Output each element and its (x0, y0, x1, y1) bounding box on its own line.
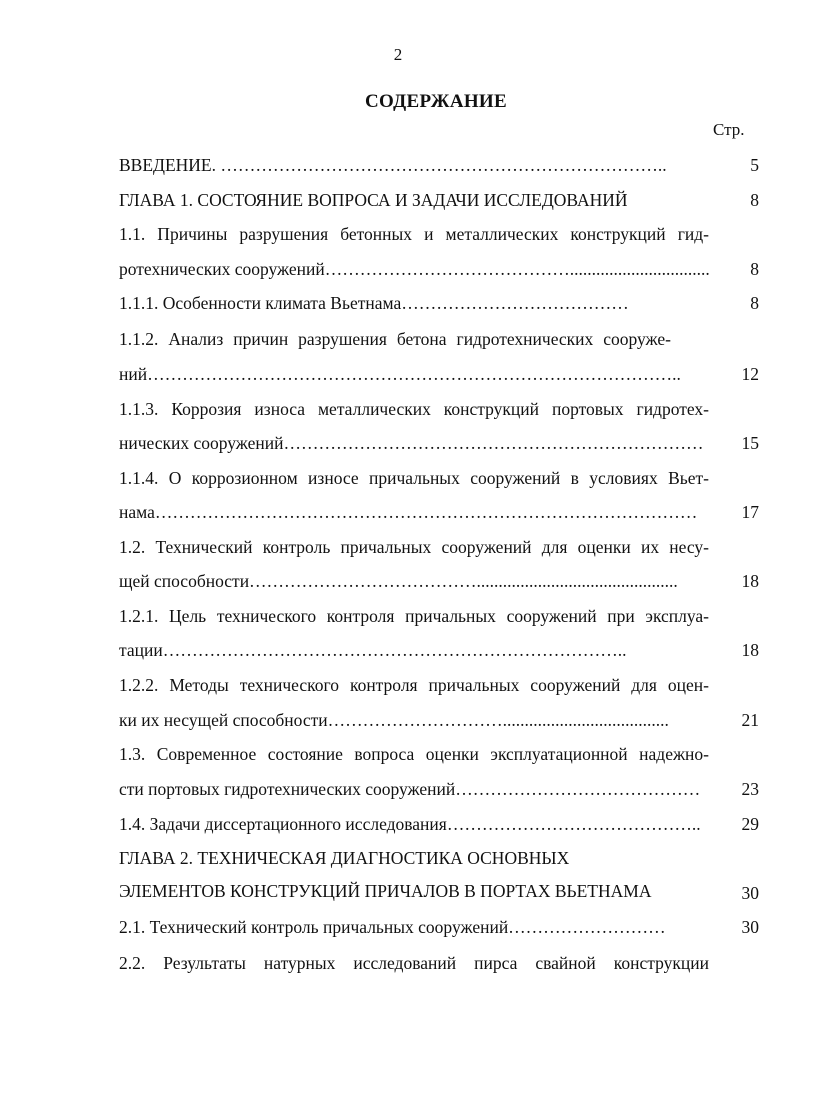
toc-page-number: 29 (741, 814, 759, 834)
toc-entry-1-1-line-1: 1.1. Причины разрушения бетонных и металлических конструкций гид- (119, 224, 709, 244)
toc-entry-1-1-3-line-1: 1.1.3. Коррозия износа металлических конструкций портовых гидротех- (119, 399, 709, 419)
toc-page-number: 21 (741, 710, 759, 730)
toc-page-number: 15 (741, 433, 759, 453)
toc-page-number: 8 (750, 259, 759, 279)
toc-page-number: 23 (741, 779, 759, 799)
toc-entry-1-2-1-line-2: тации…………………………………………………………………….. (119, 640, 627, 660)
toc-entry-1-2-2-line-2: ки их несущей способности…………………………...................................... (119, 710, 669, 730)
toc-entry-1-4: 1.4. Задачи диссертационного исследования…………………………………….. (119, 814, 701, 834)
toc-page-number: 17 (741, 502, 759, 522)
page-number: 2 (393, 45, 403, 64)
toc-entry-1-2-1-line-1: 1.2.1. Цель технического контроля причальных сооружений при эксплуа- (119, 606, 709, 626)
toc-page-number: 30 (741, 917, 759, 937)
toc-entry-1-3-line-1: 1.3. Современное состояние вопроса оценки эксплуатационной надежно- (119, 744, 709, 764)
toc-entry-chapter-2-line-2: ЭЛЕМЕНТОВ КОНСТРУКЦИЙ ПРИЧАЛОВ В ПОРТАХ ВЬЕТНАМА (119, 881, 652, 901)
toc-entry-1-2-line-2: щей способности………………………………….............................................. (119, 571, 678, 591)
toc-entry-1-1-line-2: ротехнических сооружений……………………………………................................ (119, 259, 710, 279)
toc-page-number: 18 (741, 571, 759, 591)
toc-entry-1-1-3-line-2: нических сооружений……………………………………………………………… (119, 433, 704, 453)
toc-entry-1-2-2-line-1: 1.2.2. Методы технического контроля причальных сооружений для оцен- (119, 675, 709, 695)
toc-entry-1-1-2-line-2: ний……………………………………………………………………………….. (119, 364, 681, 384)
toc-page-number: 12 (741, 364, 759, 384)
toc-entry-1-1-4-line-1: 1.1.4. О коррозионном износе причальных сооружений в условиях Вьет- (119, 468, 709, 488)
toc-entry-1-2-line-1: 1.2. Технический контроль причальных сооружений для оценки их несу- (119, 537, 709, 557)
page-column-header: Стр. (713, 120, 745, 139)
toc-entry-chapter-2-line-1: ГЛАВА 2. ТЕХНИЧЕСКАЯ ДИАГНОСТИКА ОСНОВНЫХ (119, 848, 570, 868)
toc-entry-2-2: 2.2. Результаты натурных исследований пирса свайной конструкции (119, 953, 709, 973)
toc-page-number: 30 (741, 883, 759, 903)
toc-page-number: 8 (750, 293, 759, 313)
toc-page-number: 8 (750, 190, 759, 210)
toc-page-number: 18 (741, 640, 759, 660)
toc-entry-1-1-4-line-2: нама………………………………………………………………………………… (119, 502, 698, 522)
toc-page-number: 5 (750, 155, 759, 175)
document-title: СОДЕРЖАНИЕ (365, 91, 507, 112)
toc-entry-2-1: 2.1. Технический контроль причальных сооружений……………………… (119, 917, 666, 937)
toc-entry-introduction: ВВЕДЕНИЕ. ………………………………………………………………….. (119, 155, 667, 175)
toc-entry-1-3-line-2: сти портовых гидротехнических сооружений…………………………………… (119, 779, 701, 799)
toc-entry-1-1-1: 1.1.1. Особенности климата Вьетнама………………………………… (119, 293, 629, 313)
toc-entry-chapter-1: ГЛАВА 1. СОСТОЯНИЕ ВОПРОСА И ЗАДАЧИ ИССЛЕДОВАНИЙ (119, 190, 628, 210)
toc-entry-1-1-2-line-1: 1.1.2. Анализ причин разрушения бетона гидротехнических сооруже- (119, 329, 671, 349)
